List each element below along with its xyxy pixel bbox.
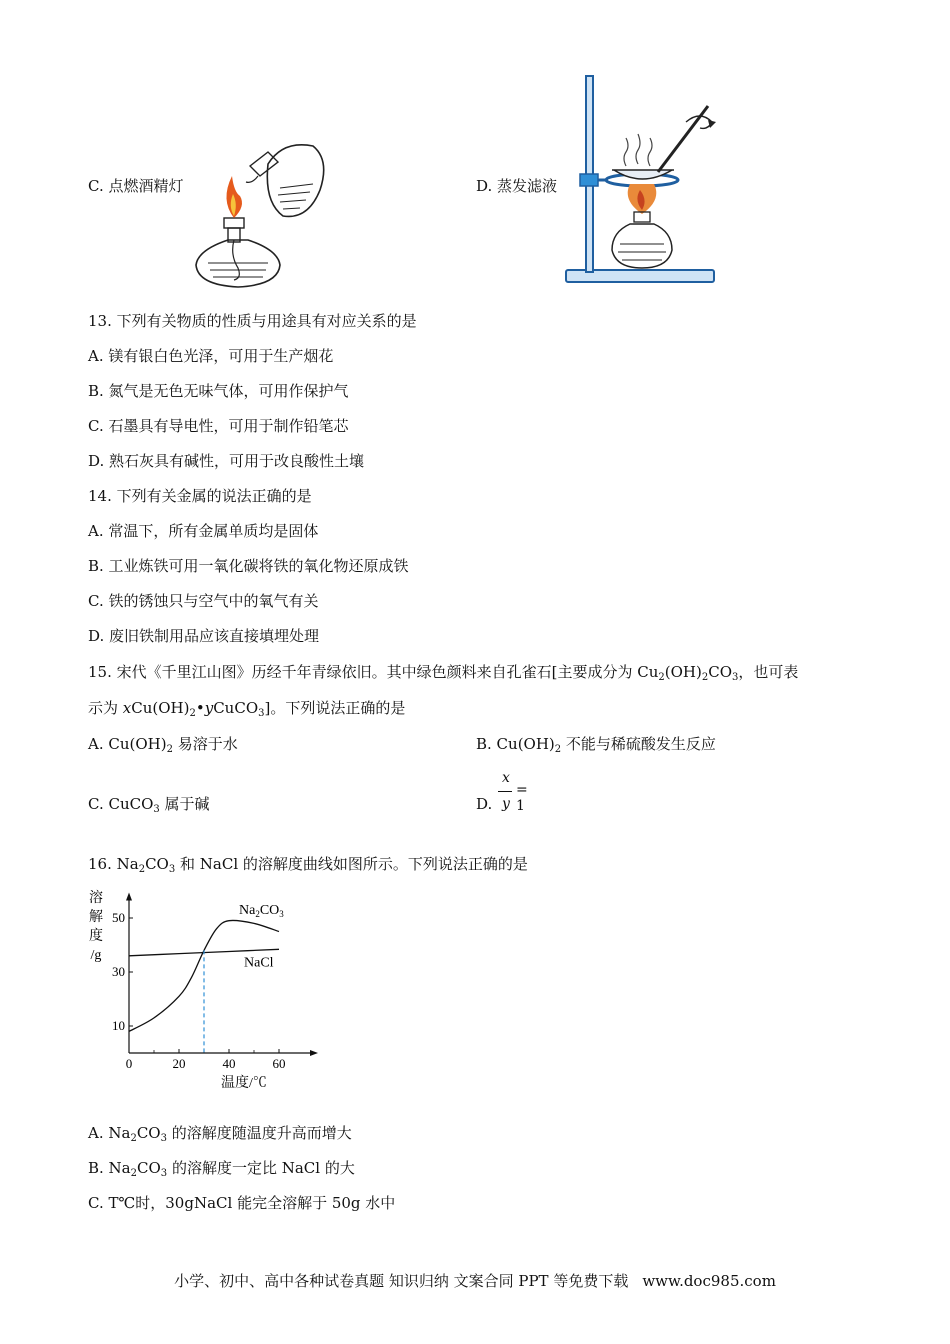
alcohol-lamp-figure	[188, 140, 328, 290]
x-tick-label: 20	[172, 1056, 186, 1071]
y-axis-label: 度	[89, 929, 103, 944]
y-tick-label: 50	[112, 910, 125, 925]
x-tick-label: 40	[222, 1056, 236, 1071]
q13-stem: 13. 下列有关物质的性质与用途具有对应关系的是	[88, 312, 417, 330]
x-tick-label: 0	[125, 1056, 133, 1071]
option-d-evaporate: D. 蒸发滤液	[476, 177, 558, 195]
x-axis-arrow	[310, 1050, 318, 1056]
option-c-light-lamp: C. 点燃酒精灯	[88, 177, 184, 195]
q13-option-c: C. 石墨具有导电性，可用于制作铅笔芯	[88, 417, 349, 435]
y-axis-label: /g	[90, 948, 102, 963]
y-axis-label: 解	[89, 910, 103, 925]
q16-option-b: B. $Na_2CO_3$ 的溶解度一定比 NaCl 的大	[88, 1159, 355, 1179]
q14-stem: 14. 下列有关金属的说法正确的是	[88, 487, 312, 505]
q14-option-b: B. 工业炼铁可用一氧化碳将铁的氧化物还原成铁	[88, 557, 409, 575]
solubility-chart	[80, 885, 330, 1095]
q16-option-a: A. $Na_2CO_3$ 的溶解度随温度升高而增大	[88, 1124, 352, 1144]
q15-option-c: C. CuCO$_3$ 属于碱	[88, 795, 210, 815]
q16-stem: 16. $Na_2CO_3$ 和 NaCl 的溶解度曲线如图所示。下列说法正确的是	[88, 855, 528, 875]
q13-option-d: D. 熟石灰具有碱性，可用于改良酸性土壤	[88, 452, 365, 470]
y-tick-label: 10	[112, 1018, 125, 1033]
x-axis-label: 温度/℃	[221, 1076, 267, 1091]
q15-option-a: A. $Cu(OH)_2$ 易溶于水	[88, 735, 238, 755]
q14-option-d: D. 废旧铁制用品应该直接填埋处理	[88, 627, 320, 645]
series-label-na2co3: $Na_2CO_3$	[239, 902, 284, 919]
q16-option-c: C. T℃时，30gNaCl 能完全溶解于 50g 水中	[88, 1194, 396, 1212]
q15-stem: 15. 宋代《千里江山图》历经千年青绿依旧。其中绿色颜料来自孔雀石[主要成分为 $Cu_2(OH)_2CO_3$，也可表	[88, 663, 799, 683]
q15-option-d-label: D.	[476, 795, 493, 813]
x-tick-label: 60	[272, 1056, 286, 1071]
q14-option-a: A. 常温下，所有金属单质均是固体	[88, 522, 319, 540]
y-axis-label: 溶	[89, 891, 103, 906]
q14-option-c: C. 铁的锈蚀只与空气中的氧气有关	[88, 592, 319, 610]
q13-option-a: A. 镁有银白色光泽，可用于生产烟花	[88, 347, 334, 365]
page-footer	[0, 1270, 950, 1291]
evaporation-figure	[560, 72, 720, 292]
q15-option-d-fraction: x y = 1	[498, 770, 538, 818]
footer-link[interactable]: www.doc985.com	[642, 1272, 776, 1290]
y-axis-arrow	[126, 893, 132, 901]
q13-option-b: B. 氮气是无色无味气体，可用作保护气	[88, 382, 349, 400]
q15-stem-line2: 示为 $xCu(OH)_2•yCuCO_3$]。下列说法正确的是	[88, 699, 406, 719]
y-tick-label: 30	[112, 964, 125, 979]
q15-option-b: B. $Cu(OH)_2$ 不能与稀硫酸发生反应	[476, 735, 716, 755]
footer-text: 小学、初中、高中各种试卷真题 知识归纳 文案合同 PPT 等免费下载	[174, 1272, 629, 1290]
series-label-nacl: NaCl	[244, 955, 274, 971]
